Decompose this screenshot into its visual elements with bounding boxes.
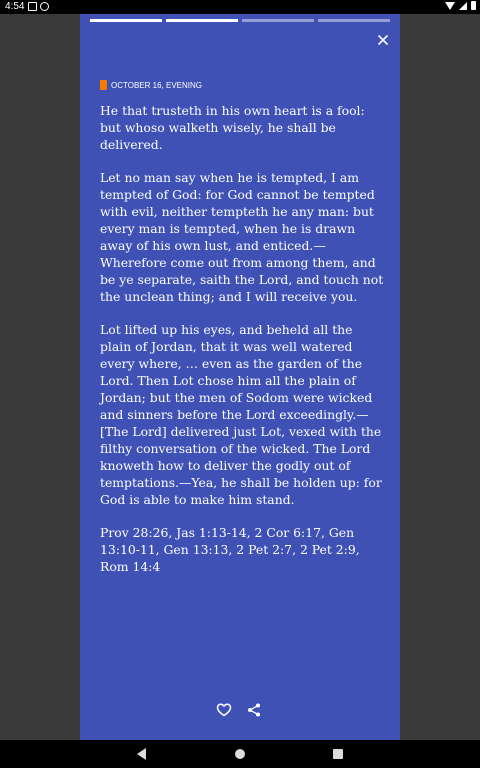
signal-icon (459, 2, 467, 10)
recents-icon[interactable] (333, 749, 343, 759)
battery-icon (471, 1, 476, 10)
navigation-bar (0, 740, 480, 768)
devotional-text (100, 102, 384, 591)
story-panel (80, 14, 400, 740)
share-icon[interactable] (246, 702, 262, 718)
progress-segment (90, 19, 162, 22)
date-label: OCTOBER 16, EVENING (111, 80, 202, 90)
close-icon[interactable] (376, 32, 390, 46)
paragraph: Let no man say when he is tempted, I am tempted of God: for God cannot be tempted with evil, neither tempteth he any man: but every man is tempted, when he is drawn away of his own lust, and enticed.—Wherefore come out from among them, and be ye separate, saith the Lord, and touch not the unclean thing; and I will receive you. (100, 170, 384, 304)
story-progress (90, 19, 390, 22)
sync-icon (40, 2, 49, 11)
date-header (100, 80, 202, 90)
notification-icon (28, 2, 37, 11)
status-bar (0, 0, 480, 14)
status-system-icons (445, 1, 476, 10)
progress-segment (166, 19, 238, 22)
action-bar (216, 702, 262, 718)
heart-icon[interactable] (216, 702, 232, 718)
paragraph: Lot lifted up his eyes, and beheld all the plain of Jordan, that it was well watered every where, … even as the garden of the Lord. Then Lot chose him all the plain of Jordan; but the men of Sodom were wicked and sinners before the Lord exceedingly.—[The Lord] delivered just Lot, vexed with the filthy conversation of the wicked. The Lord knoweth how to deliver the godly out of temptations.—Yea, he shall be holden up: for God is able to make him stand. (100, 322, 382, 507)
scripture-references: Prov 28:26, Jas 1:13-14, 2 Cor 6:17, Gen 13:10-11, Gen 13:13, 2 Pet 2:7, 2 Pet 2:9, Rom 14:4 (100, 525, 360, 574)
status-time: 4:54 (5, 1, 25, 12)
progress-segment (318, 19, 390, 22)
back-icon[interactable] (137, 748, 146, 760)
progress-segment (242, 19, 314, 22)
paragraph: He that trusteth in his own heart is a fool: but whoso walketh wisely, he shall be delivered. (100, 103, 365, 152)
wifi-icon (445, 2, 455, 10)
home-icon[interactable] (235, 749, 245, 759)
book-icon (100, 80, 107, 90)
status-notification-icons (28, 2, 49, 11)
